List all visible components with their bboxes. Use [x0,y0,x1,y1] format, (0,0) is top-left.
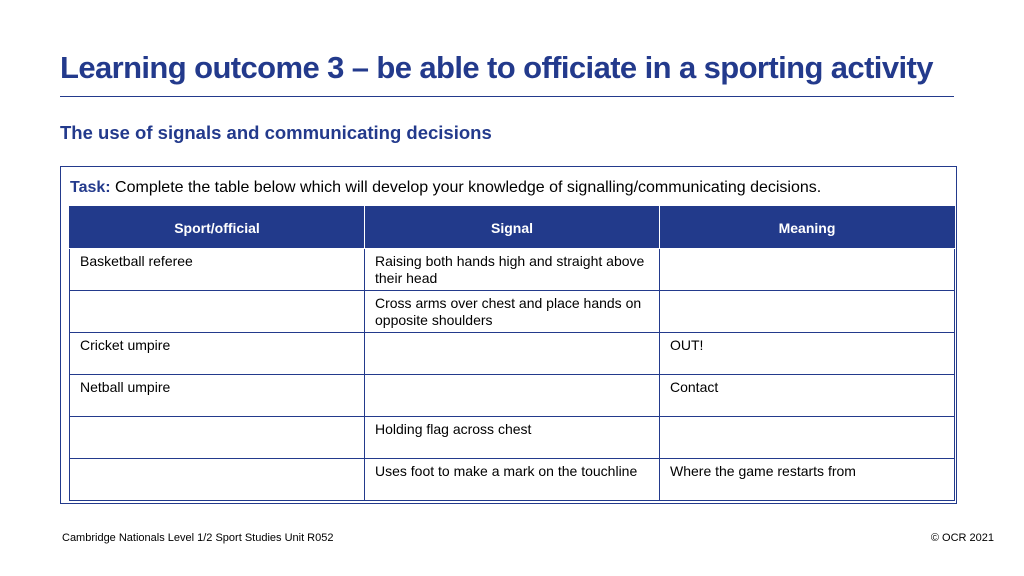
title-divider [60,96,954,97]
cell-meaning[interactable] [660,417,955,459]
cell-meaning[interactable]: Where the game restarts from [660,459,955,501]
slide-subtitle: The use of signals and communicating decisions [60,122,492,143]
table-row [70,249,955,291]
cell-sport-official[interactable]: Netball umpire [70,375,365,417]
cell-meaning[interactable] [660,249,955,291]
cell-signal[interactable]: Raising both hands high and straight above their head [365,249,660,291]
cell-meaning[interactable]: Contact [660,375,955,417]
table-row [70,291,955,333]
task-instruction [70,179,821,197]
cell-signal[interactable]: Uses foot to make a mark on the touchline [365,459,660,501]
cell-signal[interactable] [365,375,660,417]
header-sport-official: Sport/official [70,207,365,249]
table-row [70,417,955,459]
footer-course-label: Cambridge Nationals Level 1/2 Sport Studies Unit R052 [62,532,334,544]
cell-signal[interactable]: Holding flag across chest [365,417,660,459]
header-meaning: Meaning [660,207,955,249]
table-row [70,375,955,417]
cell-signal[interactable]: Cross arms over chest and place hands on opposite shoulders [365,291,660,333]
signals-table [69,206,955,501]
cell-meaning[interactable]: OUT! [660,333,955,375]
task-label: Task: [70,179,111,196]
table-row [70,333,955,375]
cell-meaning[interactable] [660,291,955,333]
table-row [70,459,955,501]
task-box [60,166,957,504]
cell-signal[interactable] [365,333,660,375]
table-header-row [70,207,955,249]
cell-sport-official[interactable] [70,417,365,459]
cell-sport-official[interactable] [70,291,365,333]
cell-sport-official[interactable] [70,459,365,501]
slide-title: Learning outcome 3 – be able to officiate in a sporting activity [60,50,933,85]
header-signal: Signal [365,207,660,249]
footer-copyright: © OCR 2021 [930,532,994,544]
cell-sport-official[interactable]: Cricket umpire [70,333,365,375]
task-text: Complete the table below which will develop your knowledge of signalling/communicating decisions. [110,179,822,196]
cell-sport-official[interactable]: Basketball referee [70,249,365,291]
